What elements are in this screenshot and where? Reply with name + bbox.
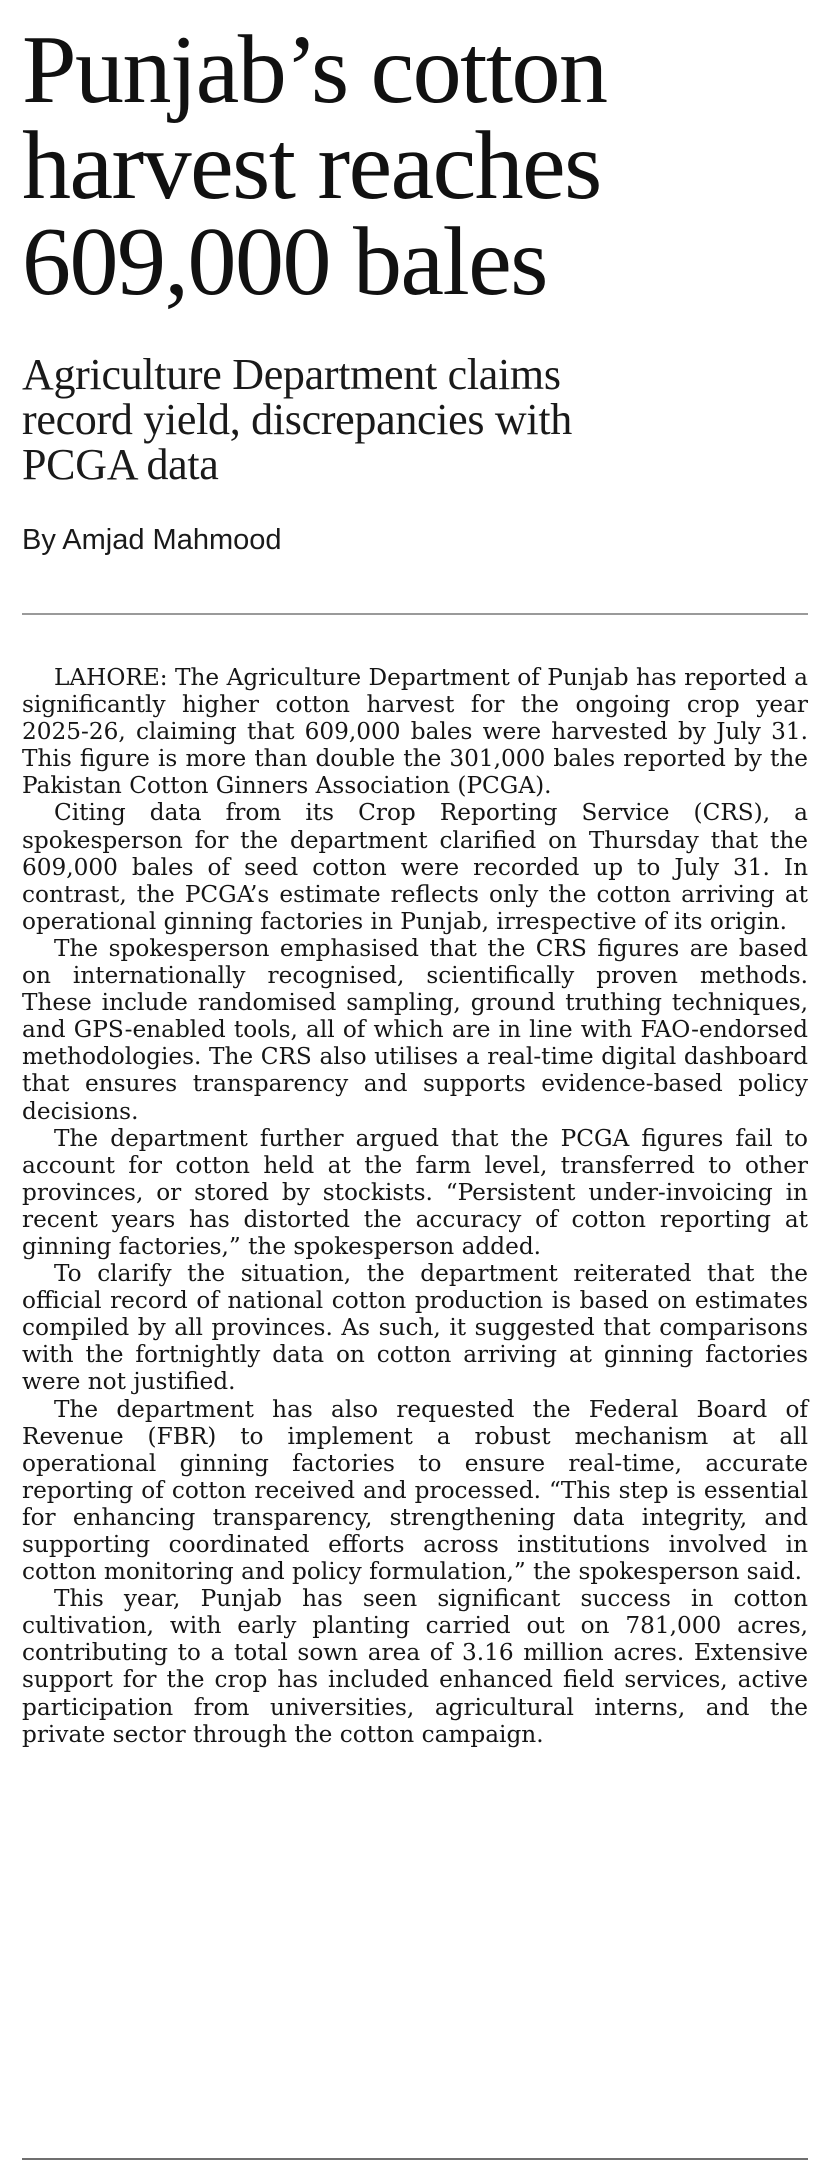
- paragraph-5: To clarify the situation, the department reiterated that the official record of national cotton production is based on estimates compiled by all provinces. As such, it suggested that comparisons with the fortnightly data on cotton arriving at ginning factories were not justified.: [22, 1260, 808, 1396]
- subheadline-line-1: Agriculture Department claims: [22, 350, 561, 399]
- divider-bottom: [22, 2158, 808, 2160]
- subheadline-line-3: PCGA data: [22, 440, 219, 489]
- paragraph-7: This year, Punjab has seen significant success in cotton cultivation, with early planting carried out on 781,000 acres, contributing to a total sown area of 3.16 million acres. Extensive support for the crop has included enhanced field services, active participation from universities, agricultural interns, and the private sector through the cotton campaign.: [22, 1585, 808, 1748]
- subheadline: [22, 352, 808, 487]
- paragraph-6: The department has also requested the Federal Board of Revenue (FBR) to implement a robust mechanism at all operational ginning factories to ensure real-time, accurate reporting of cotton received and processed. “This step is essential for enhancing transparency, strengthening data integrity, and supporting coordinated efforts across institutions involved in cotton monitoring and policy formulation,” the spokesperson said.: [22, 1395, 808, 1586]
- headline: [22, 16, 808, 316]
- byline: By Amjad Mahmood: [22, 524, 282, 556]
- headline-line-3: 609,000 bales: [22, 208, 547, 316]
- headline-line-1: Punjab’s cotton: [22, 16, 607, 124]
- subheadline-line-2: record yield, discrepancies with: [22, 395, 572, 444]
- headline-line-2: harvest reaches: [22, 112, 601, 220]
- paragraph-3: The spokesperson emphasised that the CRS figures are based on internationally recognised, scientifically proven methods. These include randomised sampling, ground truthing techniques, and GPS-enabled tools, all of which are in line with FAO-endorsed methodologies. The CRS also utilises a real-time digital dashboard that ensures transparency and supports evidence-based policy decisions.: [22, 934, 808, 1125]
- paragraph-1: LAHORE: The Agriculture Department of Punjab has reported a significantly higher cotton harvest for the ongoing crop year 2025-26, claiming that 609,000 bales were harvested by July 31. This figure is more than double the 301,000 bales reported by the Pakistan Cotton Ginners Association (PCGA).: [22, 664, 808, 800]
- paragraph-2: Citing data from its Crop Reporting Service (CRS), a spokesperson for the department clarified on Thursday that the 609,000 bales of seed cotton were recorded up to July 31. In contrast, the PCGA’s estimate reflects only the cotton arriving at operational ginning factories in Punjab, irrespective of its origin.: [22, 799, 808, 935]
- article-body: [22, 664, 808, 1748]
- paragraph-4: The department further argued that the PCGA figures fail to account for cotton held at the farm level, transferred to other provinces, or stored by stockists. “Persistent under-invoicing in recent years has distorted the accuracy of cotton reporting at ginning factories,” the spokesperson added.: [22, 1124, 808, 1260]
- divider-top: [22, 613, 808, 615]
